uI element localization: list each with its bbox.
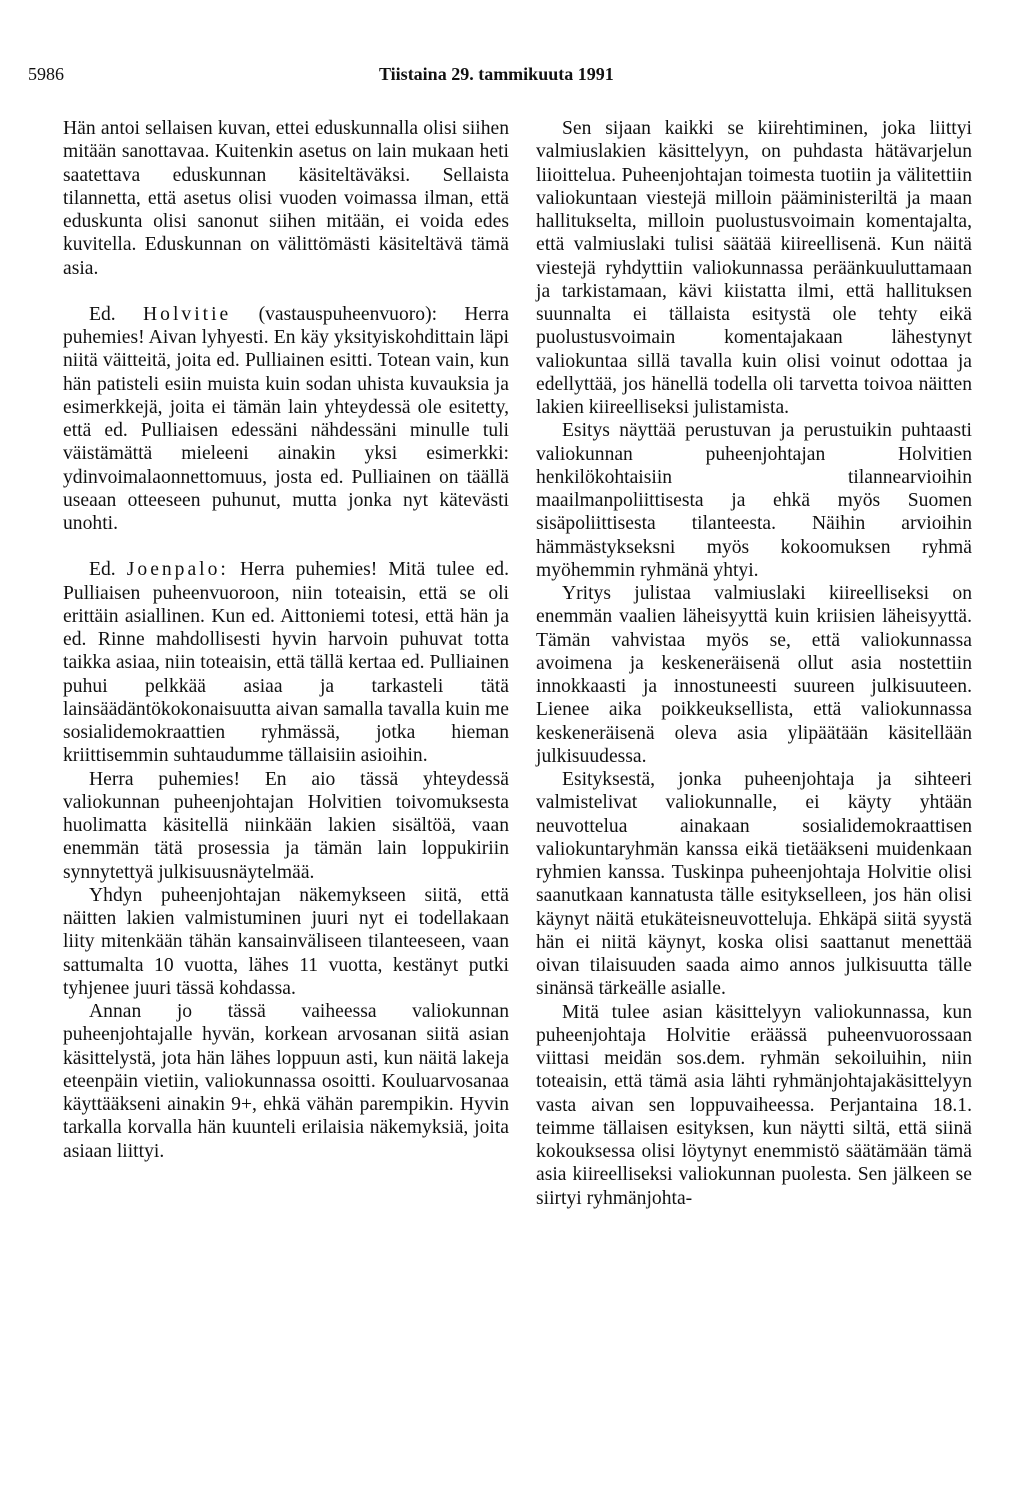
speaker-name: Holvitie (143, 303, 232, 325)
paragraph: Sen sijaan kaikki se kiirehtiminen, joka liittyi valmiuslakien käsittelyyn, on puhdasta hätävarjelun liioittelua. Puheenjohtajan toimesta tuotiin ja välitettiin valiokuntaan viestejä milloin pääministeriltä ja maan hallitukselta, milloin puolustusvoimain komentajalta, että valmiuslaki tulisi säätää kiireellisenä. Kun näitä viestejä ryhdyttiin valiokunnassa peräänkuuluttamaan ja tarkistamaan, kävi kiistatta ilmi, että hallituksen suunnalta ei tällaista esitystä ole tehty eikä puolustusvoimain komentajakaan lähestynyt valiokuntaa sillä tavalla kuin olisi voinut odottaa ja edellyttää, jos hänellä todella oli tarvetta toivoa näitten lakien kiireelliseksi julistamista. (536, 118, 972, 418)
right-column (536, 117, 972, 1210)
speaker-prefix: Ed. (89, 303, 116, 325)
page-header (28, 64, 984, 88)
speech-holvitie (63, 303, 509, 536)
header-date: Tiistaina 29. tammikuuta 1991 (379, 64, 614, 84)
page-number: 5986 (28, 64, 64, 84)
paragraph: Hän antoi sellaisen kuvan, ettei eduskunnalla olisi siihen mitään sanottavaa. Kuitenkin asetus on lain mukaan heti saatettava eduskunnan käsiteltäväksi. Sellaista tilannetta, että asetus olisi vuoden voimassa ilman, että eduskunta olisi sanonut siihen mitään, ei voida edes kuvitella. Eduskunnan on välittömästi käsiteltävä tämä asia. (63, 118, 509, 279)
paragraph: Esityksestä, jonka puheenjohtaja ja sihteeri valmistelivat valiokunnalle, ei käyty yhtään neuvottelua ainakaan sosialidemokraattisen valiokuntaryhmän kanssa eikä tietääkseni muidenkaan ryhmien kanssa. Tuskinpa puheenjohtaja Holvitie olisi saanutkaan kannatusta tälle esitykselleen, jos hän olisi käynyt näitä etukäteisneuvotteluja. Ehkäpä siitä syystä hän ei niitä käynyt, koska olisi saattanut menettää oivan tilaisuuden saada aimo annos julkisuutta tälle sinänsä tärkeälle asialle. (536, 769, 972, 1000)
paragraph: Herra puhemies! En aio tässä yhteydessä valiokunnan puheenjohtajan Holvitien toivomuksesta huolimatta käsitellä niinkään lakien sisältöä, vaan enemmän tätä prosessia ja tämän lain loppukiriin synnytettyä julkisuusnäytelmää. (63, 768, 509, 883)
speech-joenpalo (63, 558, 509, 767)
speaker-prefix: Ed. (89, 559, 116, 581)
paragraph: Mitä tulee asian käsittelyyn valiokunnassa, kun puheenjohtaja Holvitie eräässä puheenvuorossaan viittasi meidän sos.dem. ryhmän sekoiluihin, niin toteaisin, että tämä asia lähti ryhmänjohtajakäsittelyyn vasta aivan sen loppuvaiheessa. Perjantaina 18.1. teimme tällaisen esityksen, kun näytti siltä, että siinä kokouksessa olisi löytynyt enemmistö säätämään tämä asia kiireelliseksi valiokunnan puolesta. Sen jälkeen se siirtyi ryhmänjohta- (536, 1001, 972, 1209)
paragraph: Yritys julistaa valmiuslaki kiireelliseksi on enemmän vaalien läheisyyttä kuin kriisien läheisyyttä. Tämän vahvistaa myös se, että valiokunnassa avoimena ja keskeneräisenä ollut asia nostettiin innokkaasti ja innostuneesti suureen julkisuuteen. Lienee aika poikkeuksellista, että valiokunnassa keskeneräisenä oleva asia ylipäätään käsitellään julkisuudessa. (536, 583, 972, 767)
left-column (63, 117, 509, 1163)
speaker-name: Joenpalo: (126, 559, 229, 581)
speech-text: (vastauspuheenvuoro): Herra puhemies! Aivan lyhyesti. En käy yksityiskohdittain läpi niitä väitteitä, joita ed. Pulliainen esitti. Totean vain, kun hän patisteli esiin muista kuin sodan uhista kuvauksia ja esimerkkejä, joita ei tämän lain yhteydessä ole esitetty, että ed. Pulliaisen edessäni nähdessäni minulle tuli väistämättä mieleeni ainakin yksi esimerkki: ydinvoimalaonnettomuus, josta ed. Pulliainen on täällä useaan otteeseen puhunut, mutta jonka nyt kätevästi unohti. (63, 303, 509, 534)
paragraph: Annan jo tässä vaiheessa valiokunnan puheenjohtajalle hyvän, korkean arvosanan siitä asian käsittelystä, jota hän lähes loppuun asti, kun näitä lakeja eteenpäin vietiin, valiokunnassa osoitti. Kouluarvosanaa käyttääkseni ainakin 9+, ehkä vähän parempikin. Hyvin tarkalla korvalla hän kuunteli erilaisia näkemyksiä, joita asiaan liittyi. (63, 1001, 509, 1162)
speech-text: Herra puhemies! Mitä tulee ed. Pulliaisen puheenvuoroon, niin toteaisin, että se oli erittäin asiallinen. Kun ed. Aittoniemi totesi, että hän ja ed. Rinne mahdollisesti hyvin harvoin puhuvat totta taikka asiaa, niin toteaisin, että tällä kertaa ed. Pulliainen puhui pelkkää asiaa ja tarkasteli tätä lainsäädäntökokonaisuutta aivan samalla tavalla kuin me sosialidemokraattien ryhmässä, jotka hieman kriittisemmin suhtaudumme tällaisiin asioihin. (63, 559, 509, 767)
paragraph: Yhdyn puheenjohtajan näkemykseen siitä, että näitten lakien valmistuminen juuri nyt ei todellakaan liity mitenkään tähän kansainväliseen tilanteeseen, vaan sattumalta 10 vuotta, lähes 11 vuotta, kestänyt putki tyhjenee juuri tässä kohdassa. (63, 884, 509, 999)
paragraph: Esitys näyttää perustuvan ja perustuikin puhtaasti valiokunnan puheenjohtajan Holvitien henkilökohtaisiin tilannearvioihin maailmanpoliittisesta ja ehkä myös Suomen sisäpoliittisesta tilanteesta. Näihin arvioihin hämmästykseksni myös kokoomuksen ryhmä myöhemmin ryhmänä yhtyi. (536, 420, 972, 581)
